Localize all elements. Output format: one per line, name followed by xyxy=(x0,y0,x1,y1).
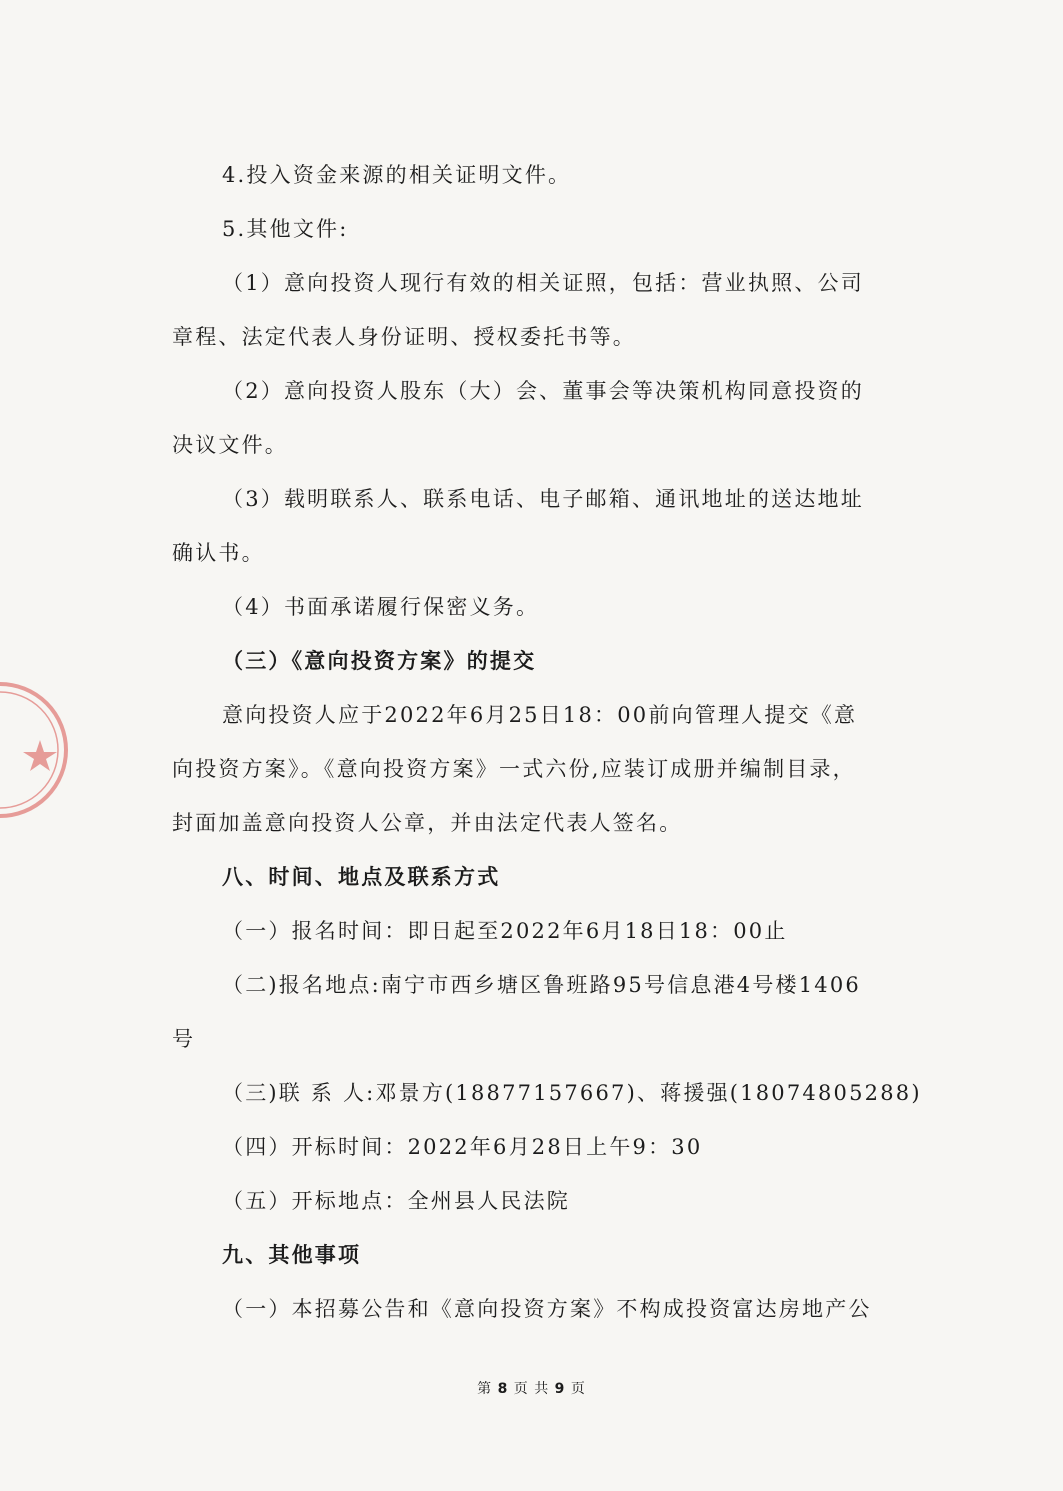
text-line-16: （二)报名地点:南宁市西乡塘区鲁班路95号信息港4号楼1406 xyxy=(222,973,861,997)
text-line-3: （1）意向投资人现行有效的相关证照，包括：营业执照、公司 xyxy=(222,271,864,295)
text-line-12: 向投资方案》。《意向投资方案》一式六份,应装订成册并编制目录， xyxy=(172,757,856,781)
text-line-18: （三)联 系 人:邓景方(18877157667)、蒋援强(18074805288) xyxy=(222,1081,922,1105)
text-line-11: 意向投资人应于2022年6月25日18：00前向管理人提交《意 xyxy=(222,703,858,727)
footer-prefix: 第 xyxy=(477,1381,493,1397)
footer-total-pages: 9 xyxy=(554,1381,566,1397)
text-line-22: （一）本招募公告和《意向投资方案》不构成投资富达房地产公 xyxy=(222,1297,872,1321)
page-footer xyxy=(0,1378,1063,1398)
section-heading-other: 九、其他事项 xyxy=(222,1242,362,1267)
text-line-13: 封面加盖意向投资人公章，并由法定代表人签名。 xyxy=(172,811,683,835)
text-line-17: 号 xyxy=(172,1027,196,1051)
text-line-2: 5.其他文件: xyxy=(222,217,349,241)
text-line-15: （一）报名时间：即日起至2022年6月18日18：00止 xyxy=(222,919,788,943)
text-line-4: 章程、法定代表人身份证明、授权委托书等。 xyxy=(172,325,636,349)
official-seal-stamp xyxy=(0,640,70,860)
footer-middle: 页 共 xyxy=(513,1381,550,1397)
text-line-1: 4.投入资金来源的相关证明文件。 xyxy=(222,163,572,187)
text-line-7: （3）载明联系人、联系电话、电子邮箱、通讯地址的送达地址 xyxy=(222,487,864,511)
text-line-19: （四）开标时间：2022年6月28日上午9：30 xyxy=(222,1135,703,1159)
text-line-6: 决议文件。 xyxy=(172,433,288,457)
section-heading-time-place: 八、时间、地点及联系方式 xyxy=(222,864,501,889)
footer-page-number: 8 xyxy=(497,1381,509,1397)
footer-suffix: 页 xyxy=(570,1381,586,1397)
section-heading-submission: （三）《意向投资方案》的提交 xyxy=(222,648,537,673)
text-line-9: （4）书面承诺履行保密义务。 xyxy=(222,595,540,619)
text-line-5: （2）意向投资人股东（大）会、董事会等决策机构同意投资的 xyxy=(222,379,864,403)
text-line-20: （五）开标地点：全州县人民法院 xyxy=(222,1189,570,1213)
text-line-8: 确认书。 xyxy=(172,541,265,565)
